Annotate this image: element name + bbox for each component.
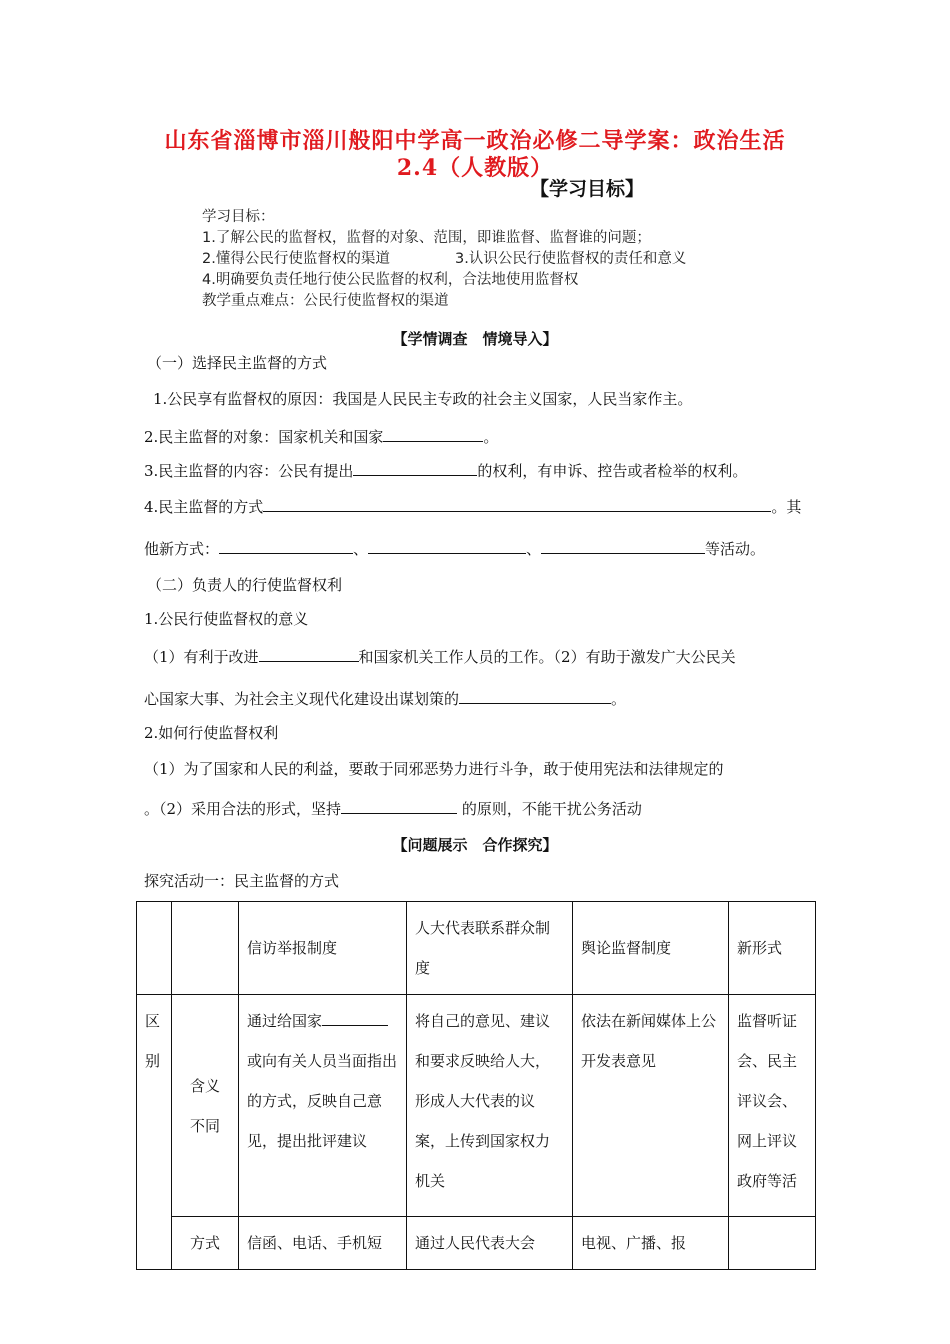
item-2 [144,426,498,447]
item-4-other [144,538,765,559]
table-row [137,1217,816,1270]
cell-text: 通过给国家 [247,1012,323,1030]
table-cell: 监督听证会、民主评议会、网上评议政府等活 [729,995,816,1217]
header-cell: 信访举报制度 [239,902,407,995]
blank-input[interactable] [259,647,359,662]
group-label: 区别 [137,995,172,1270]
objective-line-5: 教学重点难点：公民行使监督权的渠道 [202,293,449,309]
table-cell [729,1217,816,1270]
blank-input[interactable] [341,799,457,814]
table-cell: 通过人民代表大会 [407,1217,573,1270]
header-cell: 人大代表联系群众制度 [407,902,573,995]
item-3-end: 的权利，有申诉、控告或者检举的权利。 [477,462,748,480]
comparison-table [136,901,816,1270]
objective-line-4: 4.明确要负责任地行使公民监督的权利，合法地使用监督权 [202,272,579,288]
objective-line-0: 学习目标： [202,209,275,225]
section-heading-survey: 【学情调查 情境导入】 [392,330,558,348]
header-cell [172,902,239,995]
item-6-2-text: 。（2）采用合法的形式，坚持 [144,800,342,818]
header-cell [137,902,172,995]
page-title-line1: 山东省淄博市淄川般阳中学高一政治必修二导学案：政治生活 [164,128,786,154]
objective-line-2: 2.懂得公民行使监督权的渠道 [202,251,390,267]
table-cell: 将自己的意见、建议和要求反映给人大，形成人大代表的议案，上传到国家权力机关 [407,995,573,1217]
item-5-2 [144,688,626,709]
item-1: 1.公民享有监督权的原因：我国是人民民主专政的社会主义国家，人民当家作主。 [153,390,693,408]
item-4-other-end: 等活动。 [705,540,766,558]
item-6-1: （1）为了国家和人民的利益，要敢于同邪恶势力进行斗争，敢于使用宪法和法律规定的 [144,760,724,778]
table-cell: 信函、电话、手机短 [239,1217,407,1270]
objective-line-3: 3.认识公民行使监督权的责任和意义 [455,251,687,267]
objective-line-1: 1.了解公民的监督权，监督的对象、范围，即谁监督、监督谁的问题； [202,230,651,246]
table-cell: 依法在新闻媒体上公开发表意见 [573,995,729,1217]
item-5-2-text: 心国家大事、为社会主义现代化建设出谋划策的 [144,690,460,708]
item-6-2 [144,798,642,819]
section-heading-explore: 【问题展示 合作探究】 [392,836,558,854]
item-6: 2.如何行使监督权利 [144,724,279,742]
item-4 [144,496,801,517]
item-4-end: 。其 [771,498,802,516]
part1-title: （一）选择民主监督的方式 [147,354,328,372]
item-5-1-text: （1）有利于改进 [144,648,259,666]
page-title-line2: 2.4（人教版） [396,155,554,181]
table-cell [239,995,407,1217]
part2-title: （二）负责人的行使监督权利 [147,576,343,594]
table-header-row [137,902,816,995]
table-row [137,995,816,1217]
blank-input[interactable] [263,497,771,512]
row-label: 含义不同 [172,995,239,1217]
blank-input[interactable] [219,539,353,554]
item-4-other-text: 他新方式： [144,540,220,558]
header-cell: 舆论监督制度 [573,902,729,995]
item-5-2-end: 。 [611,690,627,708]
item-6-2-end: 的原则，不能干扰公务活动 [457,800,642,818]
activity-title: 探究活动一：民主监督的方式 [144,872,340,890]
blank-input[interactable] [322,1011,388,1026]
separator: 、 [526,540,542,558]
table-cell: 电视、广播、报 [573,1217,729,1270]
blank-input[interactable] [459,689,611,704]
item-3 [144,460,747,481]
blank-input[interactable] [383,427,483,442]
cell-text: 或向有关人员当面指出的方式，反映自己意见，提出批评建议 [247,1052,398,1150]
separator: 、 [353,540,369,558]
blank-input[interactable] [368,539,526,554]
item-2-end: 。 [483,428,499,446]
item-5-1-end: 和国家机关工作人员的工作。（2）有助于激发广大公民关 [358,648,736,666]
header-cell: 新形式 [729,902,816,995]
row-label: 方式 [172,1217,239,1270]
item-4-text: 4.民主监督的方式 [144,498,264,516]
item-5-1 [144,646,736,667]
item-3-text: 3.民主监督的内容：公民有提出 [144,462,354,480]
objectives-heading: 【学习目标】 [530,178,645,200]
blank-input[interactable] [541,539,705,554]
item-5: 1.公民行使监督权的意义 [144,610,309,628]
item-2-text: 2.民主监督的对象：国家机关和国家 [144,428,384,446]
blank-input[interactable] [353,461,477,476]
